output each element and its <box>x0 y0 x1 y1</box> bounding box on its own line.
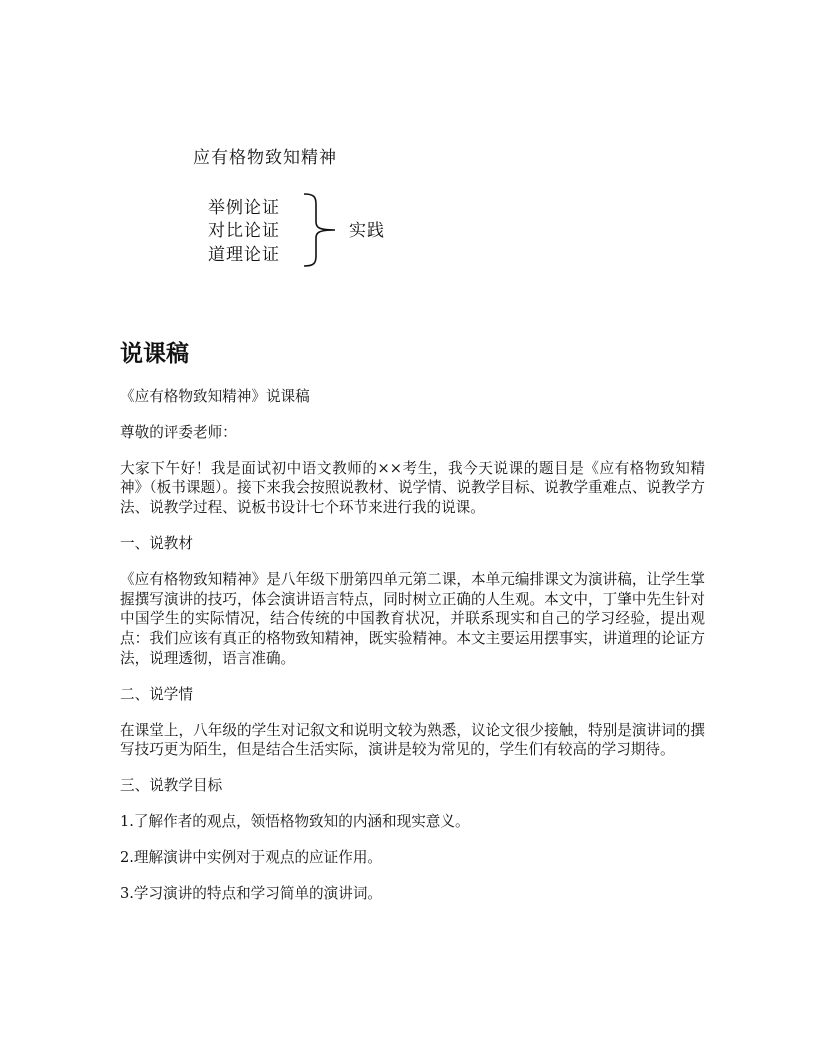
section-heading-goals: 三、说教学目标 <box>120 777 223 795</box>
board-method-reasoning: 道理论证 <box>208 245 280 265</box>
document-body <box>120 387 705 919</box>
section-heading-students: 二、说学情 <box>120 685 193 703</box>
goal-item-3: 3.学习演讲的特点和学习简单的演讲词。 <box>120 884 383 902</box>
board-method-contrast: 对比论证 <box>208 221 280 241</box>
section-heading-textbook: 一、说教材 <box>120 534 193 552</box>
board-design-title: 应有格物致知精神 <box>193 148 337 168</box>
intro-paragraph: 大家下午好！我是面试初中语文教师的××考生，我今天说课的题目是《应有格物致知精神》（板书课题）。接下来我会按照说教材、说学情、说教学目标、说教学重难点、说教学方法、说教学过程、说板书设计七个环节来进行我的说课。 <box>120 459 705 517</box>
goal-item-2: 2.理解演讲中实例对于观点的应证作用。 <box>120 848 383 866</box>
textbook-paragraph: 《应有格物致知精神》是八年级下册第四单元第二课，本单元编排课文为演讲稿，让学生掌握撰写演讲的技巧，体会演讲语言特点，同时树立正确的人生观。本文中，丁肇中先生针对中国学生的实际情况，结合传统的中国教育状况，并联系现实和自己的学习经验，提出观点：我们应该有真正的格物致知精神，既实验精神。本文主要运用摆事实，讲道理的论证方法，说理透彻，语言准确。 <box>120 570 705 667</box>
goal-item-1: 1.了解作者的观点，领悟格物致知的内涵和现实意义。 <box>120 812 470 830</box>
right-brace-icon <box>302 192 338 268</box>
students-paragraph: 在课堂上，八年级的学生对记叙文和说明文较为熟悉，议论文很少接触，特别是演讲词的撰写技巧更为陌生，但是结合生活实际，演讲是较为常见的，学生们有较高的学习期待。 <box>120 721 705 759</box>
board-practice-label: 实践 <box>349 221 385 241</box>
doc-title-line: 《应有格物致知精神》说课稿 <box>120 388 310 405</box>
salutation: 尊敬的评委老师： <box>120 423 237 441</box>
board-method-example: 举例论证 <box>208 198 280 218</box>
section-heading: 说课稿 <box>120 341 189 367</box>
